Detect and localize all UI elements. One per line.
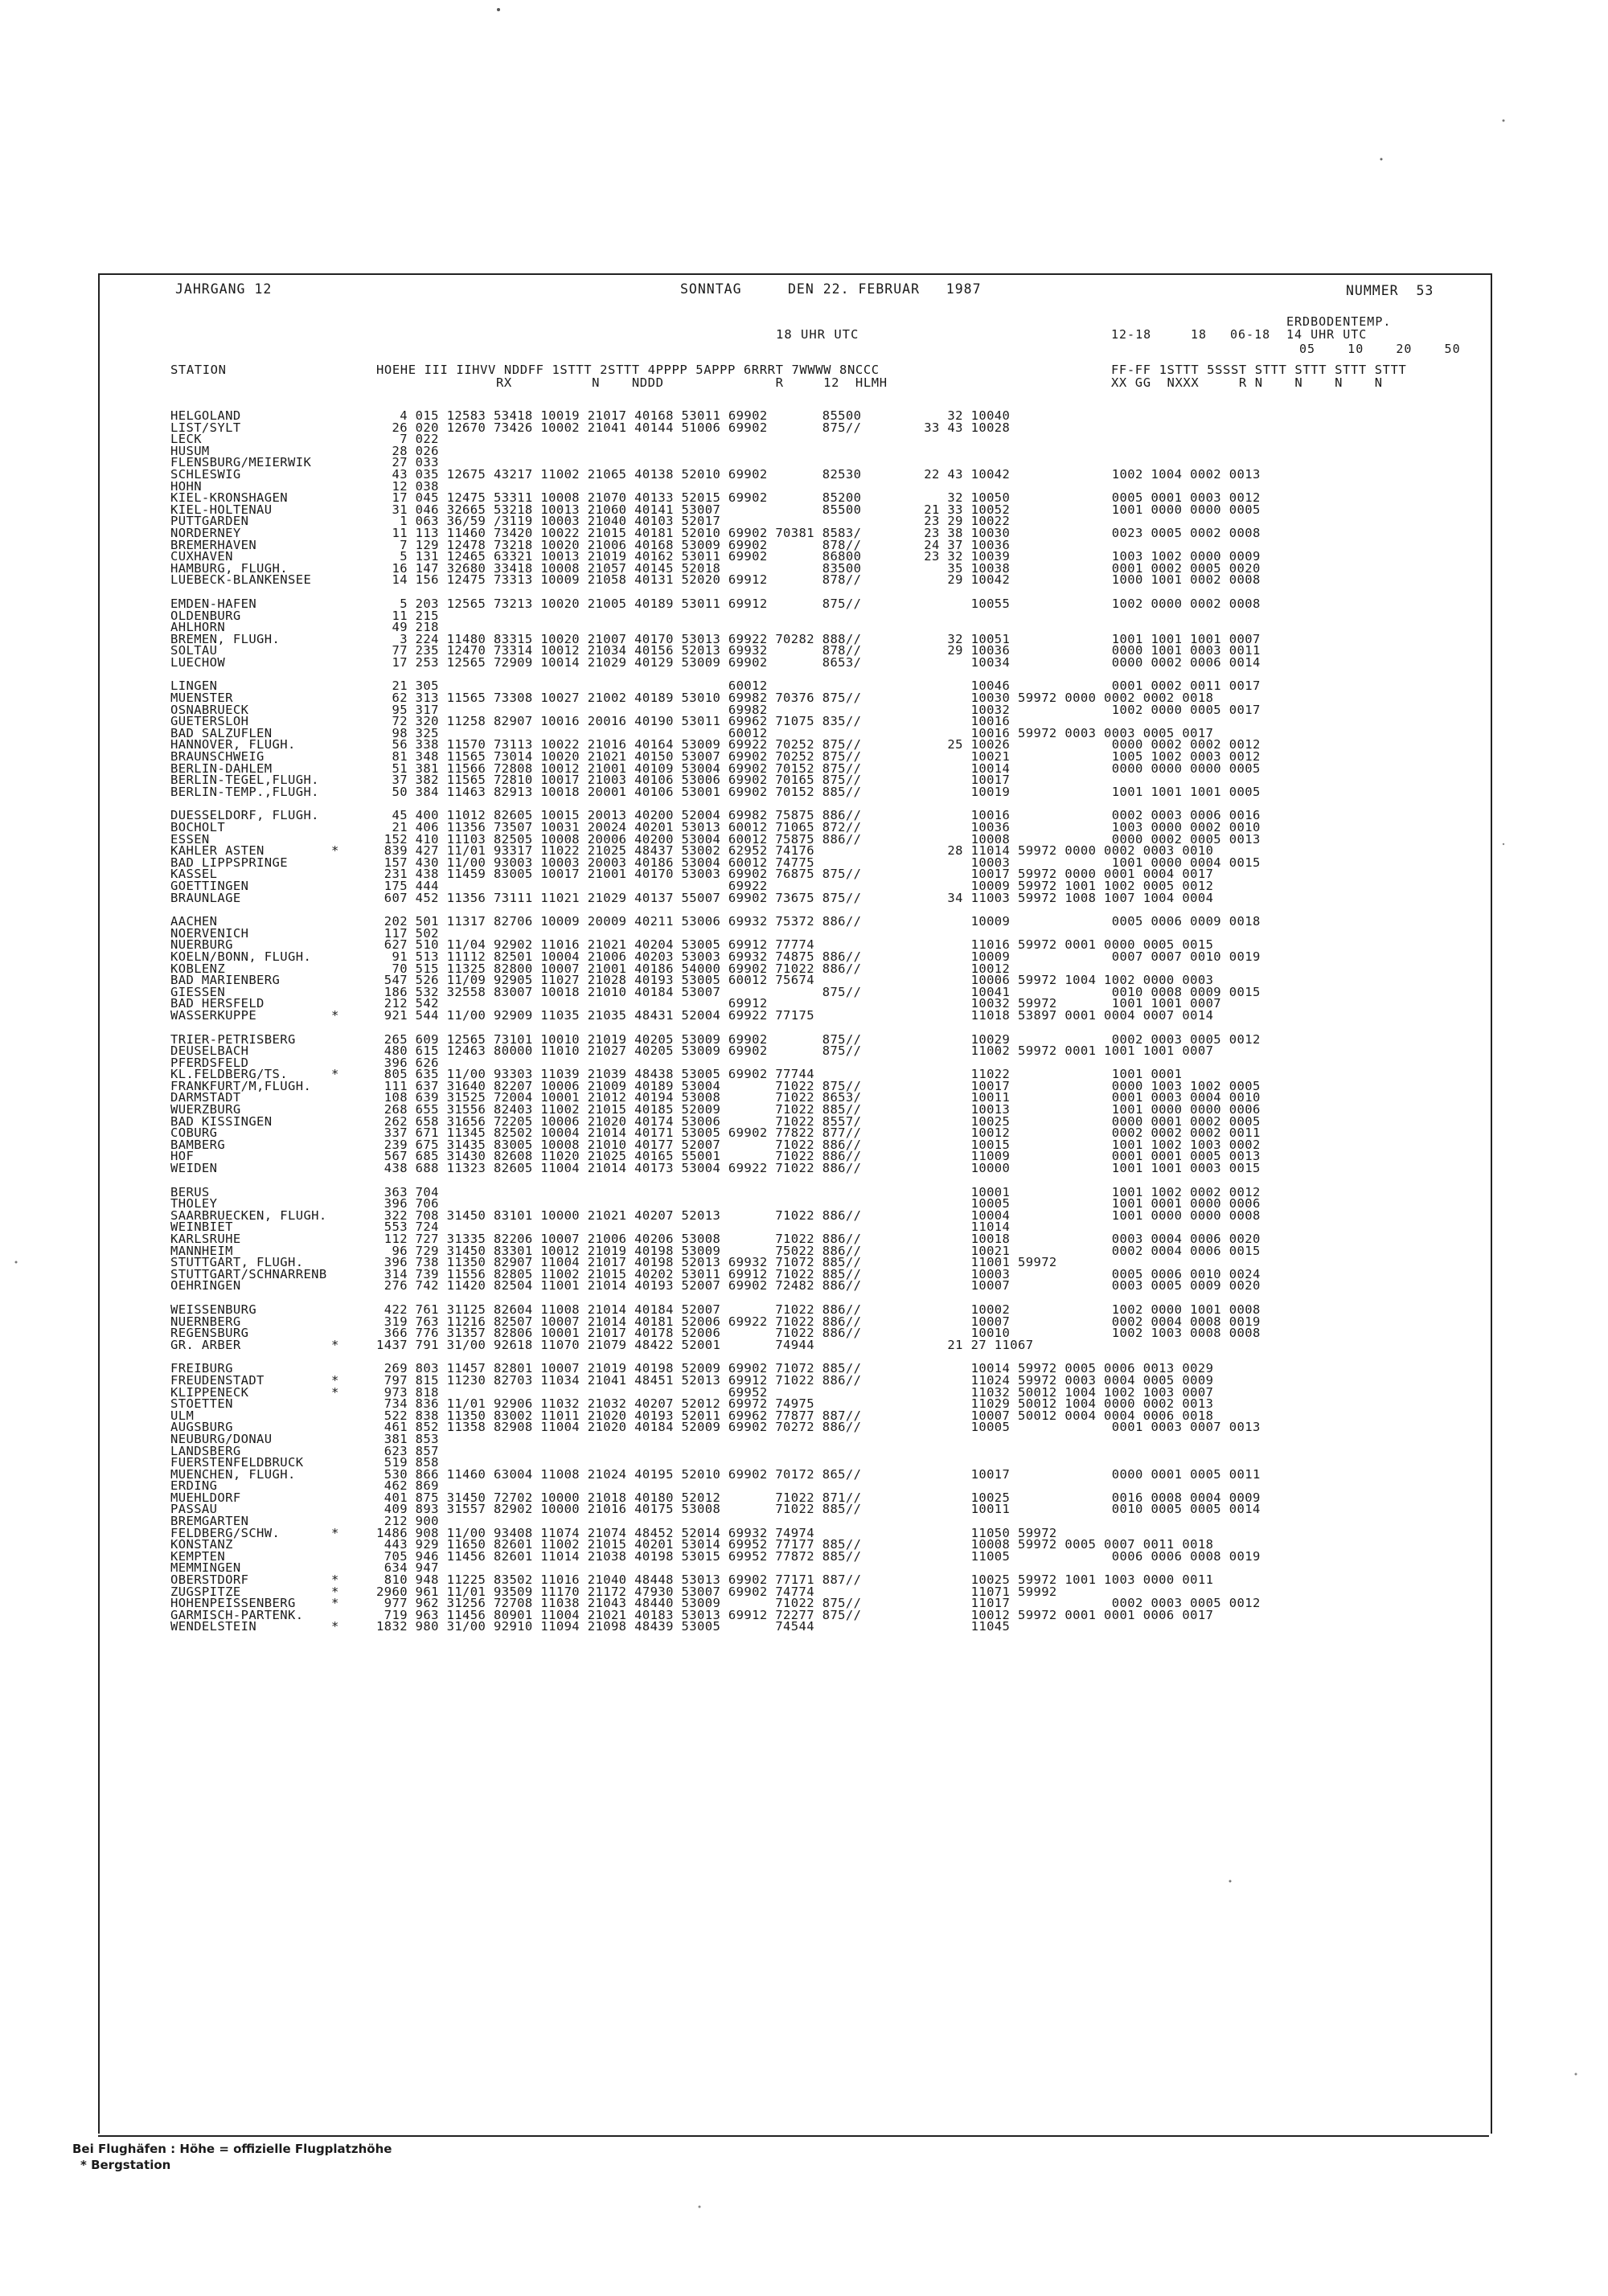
station-name: DEUSELBACH	[170, 1043, 249, 1059]
station-name: LECK	[170, 432, 202, 447]
table-row	[170, 610, 1489, 622]
weekday-label: SONNTAG	[680, 281, 742, 297]
mountain-station-marker: *	[331, 1372, 339, 1388]
station-values: 21 305 60012 10046 0001 0002 0011 0017	[376, 679, 1261, 694]
station-name: GR. ARBER	[170, 1337, 241, 1352]
station-name: NOERVENICH	[170, 925, 249, 941]
station-values: 268 655 31556 82403 11002 21015 40185 52009 71022 885// 10013 1001 0000 0000 0006	[376, 1102, 1261, 1117]
station-values: 7 129 12478 73218 10020 21006 40168 53009 69902 878// 24 37 10036	[376, 537, 1011, 552]
station-values: 95 317 69982 10032 1002 0000 0005 0017	[376, 702, 1261, 717]
station-values: 50 384 11463 82913 10018 20001 40106 53001 69902 70152 885// 10019 1001 1001 1001 0005	[376, 784, 1261, 799]
station-values: 443 929 11650 82601 11002 21015 40201 53014 69952 77177 885// 10008 59972 0005 0007 0011 0018	[376, 1537, 1214, 1552]
mountain-station-marker: *	[331, 1525, 339, 1540]
station-name: STUTTGART/SCHNARRENB	[170, 1266, 327, 1281]
station-name: BAMBERG	[170, 1137, 226, 1152]
table-row	[170, 1621, 1489, 1633]
station-name: LUECHOW	[170, 654, 226, 670]
station-name: EMDEN-HAFEN	[170, 596, 257, 611]
station-name: LINGEN	[170, 679, 218, 694]
station-name: GARMISCH-PARTENK.	[170, 1607, 304, 1622]
station-name: AUGSBURG	[170, 1420, 233, 1435]
table-row	[170, 1162, 1489, 1175]
station-values: 461 852 11358 82908 11004 21020 40184 52009 69902 70272 886// 10005 0001 0003 0007 0013	[376, 1420, 1261, 1435]
station-name: TRIER-PETRISBERG	[170, 1031, 296, 1047]
table-row	[170, 1280, 1489, 1292]
station-name: BAD SALZUFLEN	[170, 725, 273, 740]
station-name: AHLHORN	[170, 620, 226, 635]
station-values: 401 875 31450 72702 10000 21018 40180 52012 71022 871// 10025 0016 0008 0004 0009	[376, 1490, 1261, 1505]
station-name: BERUS	[170, 1184, 210, 1199]
station-name: SCHLESWIG	[170, 466, 241, 482]
station-name: KL.FELDBERG/TS.	[170, 1067, 288, 1082]
column-header-station: STATION	[170, 363, 227, 377]
column-header-main: HOEHE III IIHVV NDDFF 1STTT 2STTT 4PPPP 5APPP 6RRRT 7WWWW 8NCCC	[376, 363, 880, 377]
station-values: 567 685 31430 82608 11020 21025 40165 55001 71022 886// 11009 0001 0001 0005 0013	[376, 1149, 1261, 1164]
range-06-18-label: 06-18	[1230, 327, 1271, 342]
station-values: 314 739 11556 82805 11002 21015 40202 53011 69912 71022 885// 10003 0005 0006 0010 0024	[376, 1266, 1261, 1281]
station-name: KEMPTEN	[170, 1548, 226, 1564]
station-name: BREMGARTEN	[170, 1514, 249, 1529]
station-values: 51 381 11566 72808 10012 21001 40109 53004 69902 70152 875// 10014 0000 0000 0000 0005	[376, 761, 1261, 776]
table-frame-bottom-rule	[98, 2135, 1489, 2137]
station-name: HAMBURG, FLUGH.	[170, 560, 288, 576]
station-name: STOETTEN	[170, 1396, 233, 1412]
station-values: 3 224 11480 83315 10020 21007 40170 53013 69922 70282 888// 32 10051 1001 1001 1001 0007	[376, 631, 1261, 646]
station-name: PFERDSFELD	[170, 1055, 249, 1070]
station-values: 734 836 11/01 92906 11032 21032 40207 52012 69972 74975 11029 50012 1004 0000 0002 0013	[376, 1396, 1214, 1412]
station-name: THOLEY	[170, 1196, 218, 1212]
station-values: 921 544 11/00 92909 11035 21035 48431 52004 69922 77175 11018 53897 0001 0004 0007 0014	[376, 1007, 1214, 1023]
table-row	[170, 1433, 1489, 1445]
station-values: 212 542 69912 10032 59972 1001 1001 0007	[376, 996, 1222, 1011]
station-table	[170, 410, 1489, 1633]
station-name: HOHENPEISSENBERG	[170, 1596, 296, 1611]
station-values: 26 020 12670 73426 10002 21041 40144 51006 69902 875// 33 43 10028	[376, 420, 1011, 435]
station-values: 21 406 11356 73507 10031 20024 40201 53013 60012 71065 872// 10036 1003 0000 0002 0010	[376, 820, 1261, 834]
station-values: 269 803 11457 82801 10007 21019 40198 52009 69902 71072 885// 10014 59972 0005 0006 0013 0029	[376, 1361, 1214, 1376]
station-values: 623 857	[376, 1443, 439, 1458]
table-row	[170, 433, 1489, 445]
station-values: 117 502	[376, 925, 439, 941]
station-name: LANDSBERG	[170, 1443, 241, 1458]
station-values: 212 900	[376, 1514, 439, 1529]
mountain-station-marker: *	[331, 1007, 339, 1023]
station-values: 438 688 11323 82605 11004 21014 40173 53004 69922 71022 886// 10000 1001 1001 0003 0015	[376, 1161, 1261, 1176]
station-name: WASSERKUPPE	[170, 1007, 257, 1023]
station-values: 422 761 31125 82604 11008 21014 40184 52007 71022 886// 10002 1002 0000 1001 0008	[376, 1302, 1261, 1317]
station-values: 265 609 12565 73101 10010 21019 40205 53009 69902 875// 10029 0002 0003 0005 0012	[376, 1031, 1261, 1047]
station-name: BAD MARIENBERG	[170, 973, 281, 988]
table-row	[170, 574, 1489, 586]
table-row	[170, 1445, 1489, 1458]
station-name: MUEHLDORF	[170, 1490, 241, 1505]
station-name: GIESSEN	[170, 984, 226, 999]
station-values: 797 815 11230 82703 11034 21041 48451 52013 69912 71022 886// 11024 59972 0003 0004 0005 0009	[376, 1372, 1214, 1388]
station-values: 719 963 11456 80901 11004 21021 40183 53013 69912 72277 875// 10012 59972 0001 0001 0006 0017	[376, 1607, 1214, 1622]
station-name: KIEL-KRONSHAGEN	[170, 490, 288, 506]
station-name: GUETERSLOH	[170, 714, 249, 729]
station-values: 175 444 69922 10009 59972 1001 1002 0005 0012	[376, 878, 1214, 893]
station-values: 157 430 11/00 93003 10003 20003 40186 53004 60012 74775 10003 1001 0000 0004 0015	[376, 855, 1261, 870]
station-values: 96 729 31450 83301 10012 21019 40198 53009 75022 886// 10021 0002 0004 0006 0015	[376, 1243, 1261, 1258]
station-values: 186 532 32558 83007 10018 21010 40184 53007 875// 10041 0010 0008 0009 0015	[376, 984, 1261, 999]
station-values: 462 869	[376, 1478, 439, 1494]
station-values: 1437 791 31/00 92618 11070 21079 48422 52001 74944 21 27 11067	[376, 1337, 1034, 1352]
station-name: BRAUNLAGE	[170, 890, 241, 905]
station-values: 28 026	[376, 443, 439, 458]
station-name: NEUBURG/DONAU	[170, 1431, 273, 1446]
mountain-station-marker: *	[331, 1584, 339, 1599]
station-values: 607 452 11356 73111 11021 21029 40137 55007 69902 73675 875// 34 11003 59972 1008 1007 1004 0004	[376, 890, 1214, 905]
station-values: 977 962 31256 72708 11038 21043 48440 53009 71022 875// 11017 0002 0003 0005 0012	[376, 1596, 1261, 1611]
station-name: BRAUNSCHWEIG	[170, 749, 265, 765]
station-name: BAD LIPPSPRINGE	[170, 855, 288, 870]
table-row	[170, 916, 1489, 928]
station-name: FREIBURG	[170, 1361, 233, 1376]
station-name: FUERSTENFELDBRUCK	[170, 1455, 304, 1470]
station-name: WEIDEN	[170, 1161, 218, 1176]
station-values: 381 853	[376, 1431, 439, 1446]
column-header-right: FF-FF 1STTT 5SSST STTT STTT STTT STTT	[1111, 363, 1407, 377]
mountain-station-marker: *	[331, 843, 339, 859]
column-header-main-sub: RX N NDDD R 12 HLMH	[376, 375, 888, 390]
station-values: 409 893 31557 82902 10000 21016 40175 53008 71022 885// 10011 0010 0005 0005 0014	[376, 1502, 1261, 1517]
station-name: BAD KISSINGEN	[170, 1113, 273, 1129]
station-values: 108 639 31525 72004 10001 21012 40194 53008 71022 8653/ 10011 0001 0003 0004 0010	[376, 1090, 1261, 1105]
station-name: OBERSTDORF	[170, 1572, 249, 1588]
column-header-right-sub: XX GG NXXX R N N N N	[1111, 375, 1383, 390]
station-name: NORDERNEY	[170, 525, 241, 540]
station-values: 31 046 32665 53218 10013 21060 40141 53007 85500 21 33 10052 1001 0000 0000 0005	[376, 502, 1261, 517]
station-name: COBURG	[170, 1125, 218, 1141]
date-label: DEN 22. FEBRUAR 1987	[788, 281, 982, 297]
station-values: 14 156 12475 73313 10009 21058 40131 52020 69912 878// 29 10042 1000 1001 0002 0008	[376, 572, 1261, 588]
station-name: PASSAU	[170, 1502, 218, 1517]
table-row	[170, 654, 1489, 670]
station-values: 519 858	[376, 1455, 439, 1470]
time-18-utc-label: 18 UHR UTC	[776, 327, 859, 342]
station-name: KOELN/BONN, FLUGH.	[170, 949, 312, 964]
station-name: SAARBRUECKEN, FLUGH.	[170, 1207, 327, 1223]
station-values: 705 946 11456 82601 11014 21038 40198 53015 69952 77872 885// 11005 0006 0006 0008 0019	[376, 1548, 1261, 1564]
station-values: 11 113 11460 73420 10022 21015 40181 52010 69902 70381 8583/ 23 38 10030 0023 0005 0002 0008	[376, 525, 1261, 540]
station-name: HUSUM	[170, 443, 210, 458]
station-values: 27 033	[376, 455, 439, 470]
station-values: 45 400 11012 82605 10015 20013 40200 52004 69982 75875 886// 10016 0002 0003 0006 0016	[376, 808, 1261, 823]
mountain-station-marker: *	[331, 1572, 339, 1588]
station-values: 202 501 11317 82706 10009 20009 40211 53006 69932 75372 886// 10009 0005 0006 0009 0018	[376, 914, 1261, 929]
station-name: OEHRINGEN	[170, 1278, 241, 1294]
station-values: 627 510 11/04 92902 11016 21021 40204 53005 69912 77774 11016 59972 0001 0000 0005 0015	[376, 937, 1214, 953]
station-values: 62 313 11565 73308 10027 21002 40189 53010 69982 70376 875// 10030 59972 0000 0002 0002 0018	[376, 691, 1214, 706]
station-values: 11 215	[376, 608, 439, 623]
station-values: 17 045 12475 53311 10008 21070 40133 52015 69902 85200 32 10050 0005 0001 0003 0012	[376, 490, 1261, 506]
station-values: 337 671 11345 82502 10004 21014 40171 53005 69902 77822 877// 10012 0002 0002 0002 0011	[376, 1125, 1261, 1141]
station-name: HELGOLAND	[170, 408, 241, 423]
erdbodentemp-label: ERDBODENTEMP.	[1286, 314, 1392, 329]
station-values: 553 724 11014	[376, 1220, 1011, 1235]
station-values: 973 818 69952 11032 50012 1004 1002 1003 0007	[376, 1384, 1214, 1400]
station-name: BREMEN, FLUGH.	[170, 631, 281, 646]
station-name: WEISSENBURG	[170, 1302, 257, 1317]
station-values: 363 704 10001 1001 1002 0002 0012	[376, 1184, 1261, 1199]
station-name: ZUGSPITZE	[170, 1584, 241, 1599]
table-row	[170, 1045, 1489, 1057]
table-row	[170, 1548, 1489, 1564]
table-row	[170, 1007, 1489, 1023]
table-row	[170, 786, 1489, 798]
station-name: MANNHEIM	[170, 1243, 233, 1258]
station-values: 805 635 11/00 93303 11039 21039 48438 53005 69902 77744 11022 1001 0001	[376, 1067, 1183, 1082]
station-values: 547 526 11/09 92905 11027 21028 40193 53005 60012 75674 10006 59972 1004 1002 0000 0003	[376, 973, 1214, 988]
station-name: DUESSELDORF, FLUGH.	[170, 808, 319, 823]
station-values: 12 038	[376, 478, 439, 494]
station-name: LIST/SYLT	[170, 420, 241, 435]
mountain-station-marker: *	[331, 1596, 339, 1611]
station-values: 91 513 11112 82501 10004 21006 40203 53003 69932 74875 886// 10009 0007 0007 0010 0019	[376, 949, 1261, 964]
table-row	[170, 445, 1489, 457]
station-values: 72 320 11258 82907 10016 20016 40190 53011 69962 71075 835// 10016	[376, 714, 1011, 729]
station-name: KASSEL	[170, 867, 218, 882]
station-name: KAHLER ASTEN	[170, 843, 265, 859]
station-values: 239 675 31435 83005 10008 21010 40177 52007 71022 886// 10015 1001 1002 1003 0002	[376, 1137, 1261, 1152]
station-values: 77 235 12470 73314 10012 21034 40156 52013 69932 878// 29 10036 0000 1001 0003 0011	[376, 643, 1261, 658]
station-name: FREUDENSTADT	[170, 1372, 265, 1388]
station-name: LUEBECK-BLANKENSEE	[170, 572, 312, 588]
footnote-mountain-station: * Bergstation	[80, 2158, 171, 2172]
station-values: 396 738 11350 82907 11004 21017 40198 52013 69932 71072 885// 11001 59972	[376, 1255, 1057, 1270]
station-values: 839 427 11/01 93317 11022 21025 48437 53002 62952 74176 28 11014 59972 0000 0002 0003 0010	[376, 843, 1214, 859]
table-row	[170, 1466, 1489, 1482]
station-name: OSNABRUECK	[170, 702, 249, 717]
station-name: MEMMINGEN	[170, 1560, 241, 1576]
station-values: 396 706 10005 1001 0001 0000 0006	[376, 1196, 1261, 1212]
station-name: KARLSRUHE	[170, 1232, 241, 1246]
mountain-station-marker: *	[331, 1067, 339, 1082]
station-values: 98 325 60012 10016 59972 0003 0003 0005 0017	[376, 725, 1214, 740]
table-row	[170, 892, 1489, 904]
station-values: 81 348 11565 73014 10020 21021 40150 53007 69902 70252 875// 10021 1005 1002 0003 0012	[376, 749, 1261, 765]
station-name: SOLTAU	[170, 643, 218, 658]
station-name: HANNOVER, FLUGH.	[170, 737, 296, 752]
station-values: 16 147 32680 33418 10008 21057 40145 52018 83500 35 10038 0001 0002 0005 0020	[376, 560, 1261, 576]
station-name: BERLIN-TEGEL,FLUGH.	[170, 773, 319, 788]
station-name: NUERBURG	[170, 937, 233, 953]
station-values: 366 776 31357 82806 10001 21017 40178 52006 71022 886// 10010 1002 1003 0008 0008	[376, 1326, 1261, 1341]
station-name: WENDELSTEIN	[170, 1619, 257, 1634]
station-name: STUTTGART, FLUGH.	[170, 1255, 304, 1270]
mountain-station-marker: *	[331, 1337, 339, 1352]
station-values: 49 218	[376, 620, 439, 635]
station-values: 2960 961 11/01 93509 11170 21172 47930 53007 69902 74774 11071 59992	[376, 1584, 1057, 1599]
station-values: 396 626	[376, 1055, 439, 1070]
station-name: FRANKFURT/M,FLUGH.	[170, 1078, 312, 1093]
station-values: 7 022	[376, 432, 439, 447]
station-values: 634 947	[376, 1560, 439, 1576]
station-name: BREMERHAVEN	[170, 537, 257, 552]
station-values: 530 866 11460 63004 11008 21024 40195 52010 69902 70172 865// 10017 0000 0001 0005 0011	[376, 1466, 1261, 1482]
station-name: ESSEN	[170, 831, 210, 847]
table-row	[170, 1421, 1489, 1433]
mountain-station-marker: *	[331, 1384, 339, 1400]
station-values: 56 338 11570 73113 10022 21016 40164 53009 69922 70252 875// 25 10026 0000 0002 0002 0012	[376, 737, 1261, 752]
station-values: 5 131 12465 63321 10013 21019 40162 53011 69902 86800 23 32 10039 1003 1002 0000 0009	[376, 549, 1261, 564]
station-name: MUENCHEN, FLUGH.	[170, 1466, 296, 1482]
table-row	[170, 1503, 1489, 1515]
station-name: BOCHOLT	[170, 820, 226, 834]
hour-18-label: 18	[1191, 327, 1208, 342]
soil-depths-label: 05 10 20 50	[1299, 342, 1461, 356]
station-values: 262 658 31656 72205 10006 21020 40174 53006 71022 8557/ 10025 0000 0001 0002 0005	[376, 1113, 1261, 1129]
station-values: 43 035 12675 43217 11002 21065 40138 52010 69902 82530 22 43 10042 1002 1004 0002 0013	[376, 466, 1261, 482]
station-values: 5 203 12565 73213 10020 21005 40189 53011 69912 875// 10055 1002 0000 0002 0008	[376, 596, 1261, 611]
station-name: BAD HERSFELD	[170, 996, 265, 1011]
time-14-utc-label: 14 UHR UTC	[1286, 327, 1368, 342]
station-values: 1 063 36/59 /3119 10003 21040 40103 52017 23 29 10022	[376, 514, 1011, 529]
table-row	[170, 422, 1489, 434]
issue-number: NUMMER 53	[1346, 283, 1434, 298]
station-name: HOHN	[170, 478, 202, 494]
footnote-airports: Bei Flughäfen : Höhe = offizielle Flugplatzhöhe	[72, 2142, 392, 2156]
station-name: DARMSTADT	[170, 1090, 241, 1105]
table-row	[170, 466, 1489, 482]
table-row	[170, 1339, 1489, 1351]
station-values: 37 382 11565 72810 10017 21003 40106 53006 69902 70165 875// 10017	[376, 773, 1011, 788]
station-name: MUENSTER	[170, 691, 233, 706]
station-name: REGENSBURG	[170, 1326, 249, 1341]
station-name: WEINBIET	[170, 1220, 233, 1235]
station-name: BERLIN-TEMP.,FLUGH.	[170, 784, 319, 799]
station-values: 231 438 11459 83005 10017 21001 40170 53003 69902 76875 875// 10017 59972 0000 0001 0004 0017	[376, 867, 1214, 882]
station-values: 4 015 12583 53418 10019 21017 40168 53011 69902 85500 32 10040	[376, 408, 1011, 423]
station-values: 70 515 11325 82800 10007 21001 40186 54000 69902 71022 886// 10012	[376, 961, 1011, 976]
station-values: 322 708 31450 83101 10000 21021 40207 52013 71022 886// 10004 1001 0000 0000 0008	[376, 1207, 1261, 1223]
station-name: HOF	[170, 1149, 195, 1164]
station-values: 1486 908 11/00 93408 11074 21074 48452 52014 69932 74974 11050 59972	[376, 1525, 1057, 1540]
station-name: OLDENBURG	[170, 608, 241, 623]
station-name: KONSTANZ	[170, 1537, 233, 1552]
jahrgang-label: JAHRGANG 12	[175, 281, 273, 297]
station-name: KOBLENZ	[170, 961, 226, 976]
station-name: AACHEN	[170, 914, 218, 929]
station-name: NUERNBERG	[170, 1314, 241, 1329]
station-values: 17 253 12565 72909 10014 21029 40129 53009 69902 8653/ 10034 0000 0002 0006 0014	[376, 654, 1261, 670]
station-name: ULM	[170, 1408, 195, 1423]
station-name: KLIPPENECK	[170, 1384, 249, 1400]
station-values: 111 637 31640 82207 10006 21009 40189 53004 71022 875// 10017 0000 1003 1002 0005	[376, 1078, 1261, 1093]
station-name: FLENSBURG/MEIERWIK	[170, 455, 312, 470]
station-name: BERLIN-DAHLEM	[170, 761, 273, 776]
mountain-station-marker: *	[331, 1619, 339, 1634]
station-values: 1832 980 31/00 92910 11094 21098 48439 53005 74544 11045	[376, 1619, 1011, 1634]
range-12-18-label: 12-18	[1111, 327, 1152, 342]
station-name: FELDBERG/SCHW.	[170, 1525, 281, 1540]
station-name: PUTTGARDEN	[170, 514, 249, 529]
station-name: ERDING	[170, 1478, 218, 1494]
station-values: 522 838 11350 83002 11011 21020 40193 52011 69962 77877 887// 10007 50012 0004 0004 0006 0018	[376, 1408, 1214, 1423]
station-values: 276 742 11420 82504 11001 21014 40193 52007 69902 72482 886// 10007 0003 0005 0009 0020	[376, 1278, 1261, 1294]
station-values: 112 727 31335 82206 10007 21006 40206 53008 71022 886// 10018 0003 0004 0006 0020	[376, 1232, 1261, 1246]
station-name: GOETTINGEN	[170, 878, 249, 893]
station-values: 152 410 11103 82505 10008 20006 40200 53004 60012 75875 886// 10008 0000 0002 0005 0013	[376, 831, 1261, 847]
station-name: KIEL-HOLTENAU	[170, 502, 273, 517]
station-name: CUXHAVEN	[170, 549, 233, 564]
station-values: 480 615 12463 80000 11010 21027 40205 53009 69902 875// 11002 59972 0001 1001 1001 0007	[376, 1043, 1214, 1059]
table-row	[170, 598, 1489, 610]
station-name: WUERZBURG	[170, 1102, 241, 1117]
station-values: 319 763 11216 82507 10007 21014 40181 52006 69922 71022 886// 10007 0002 0004 0008 0019	[376, 1314, 1261, 1329]
station-values: 810 948 11225 83502 11016 21040 48448 53013 69902 77171 887// 10025 59972 1001 1003 0000 0011	[376, 1572, 1214, 1588]
